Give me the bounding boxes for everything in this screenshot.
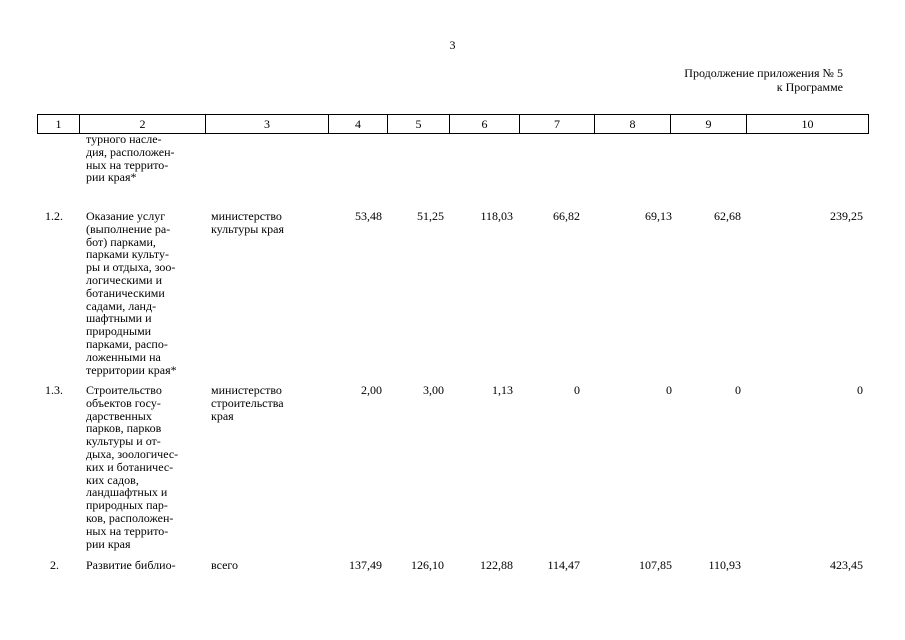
row-number: 2. <box>50 558 59 572</box>
value-col-10: 0 <box>857 383 863 397</box>
value-col-8: 107,85 <box>639 558 672 572</box>
value-col-9: 62,68 <box>714 209 741 223</box>
value-col-4: 137,49 <box>349 558 382 572</box>
value-col-7: 114,47 <box>547 558 580 572</box>
column-header-8: 8 <box>594 115 670 133</box>
value-col-9: 0 <box>735 383 741 397</box>
row-name: Развитие библио- <box>86 558 176 572</box>
row-name: Оказание услуг (выполнение ра- бот) парками, парками культу- ры и отдыха, зоо- логическими и ботаническими садами, ланд- шафтными и природными парками, распо- ложенными на территории края* <box>86 209 177 377</box>
value-col-5: 3,00 <box>423 383 444 397</box>
value-col-4: 53,48 <box>355 209 382 223</box>
value-col-5: 126,10 <box>411 558 444 572</box>
row-executor: министерство строительства края <box>211 383 284 423</box>
appendix-line-1: Продолжение приложения № 5 <box>684 66 843 80</box>
value-col-6: 122,88 <box>480 558 513 572</box>
continuation-text: турного насле- дия, расположен- ных на террито- рии края* <box>86 132 175 185</box>
value-col-4: 2,00 <box>361 383 382 397</box>
column-header-4: 4 <box>328 115 387 133</box>
value-col-5: 51,25 <box>417 209 444 223</box>
column-header-6: 6 <box>449 115 519 133</box>
table-header-row <box>37 114 869 134</box>
row-executor: всего <box>211 558 239 572</box>
row-name: Строительство объектов госу- дарственных парков, парков культуры и от- дыха, зоологичес- ких и ботаничес- ких садов, ландшафтных и природных пар- ков, расположен- ных на террито- рии края <box>86 383 179 551</box>
column-header-7: 7 <box>519 115 594 133</box>
column-header-9: 9 <box>670 115 746 133</box>
value-col-8: 69,13 <box>645 209 672 223</box>
appendix-line-2: к Программе <box>776 80 843 94</box>
value-col-7: 0 <box>574 383 580 397</box>
row-executor: министерство культуры края <box>211 209 284 236</box>
appendix-note <box>684 66 843 94</box>
row-number: 1.2. <box>45 209 63 223</box>
value-col-10: 239,25 <box>830 209 863 223</box>
column-header-1: 1 <box>37 115 79 133</box>
value-col-10: 423,45 <box>830 558 863 572</box>
value-col-8: 0 <box>666 383 672 397</box>
value-col-6: 118,03 <box>480 209 513 223</box>
column-header-5: 5 <box>387 115 449 133</box>
value-col-9: 110,93 <box>708 558 741 572</box>
column-header-3: 3 <box>205 115 328 133</box>
column-header-2: 2 <box>79 115 205 133</box>
page-number: 3 <box>449 38 456 52</box>
value-col-6: 1,13 <box>492 383 513 397</box>
row-number: 1.3. <box>45 383 63 397</box>
value-col-7: 66,82 <box>553 209 580 223</box>
column-header-10: 10 <box>746 115 869 133</box>
